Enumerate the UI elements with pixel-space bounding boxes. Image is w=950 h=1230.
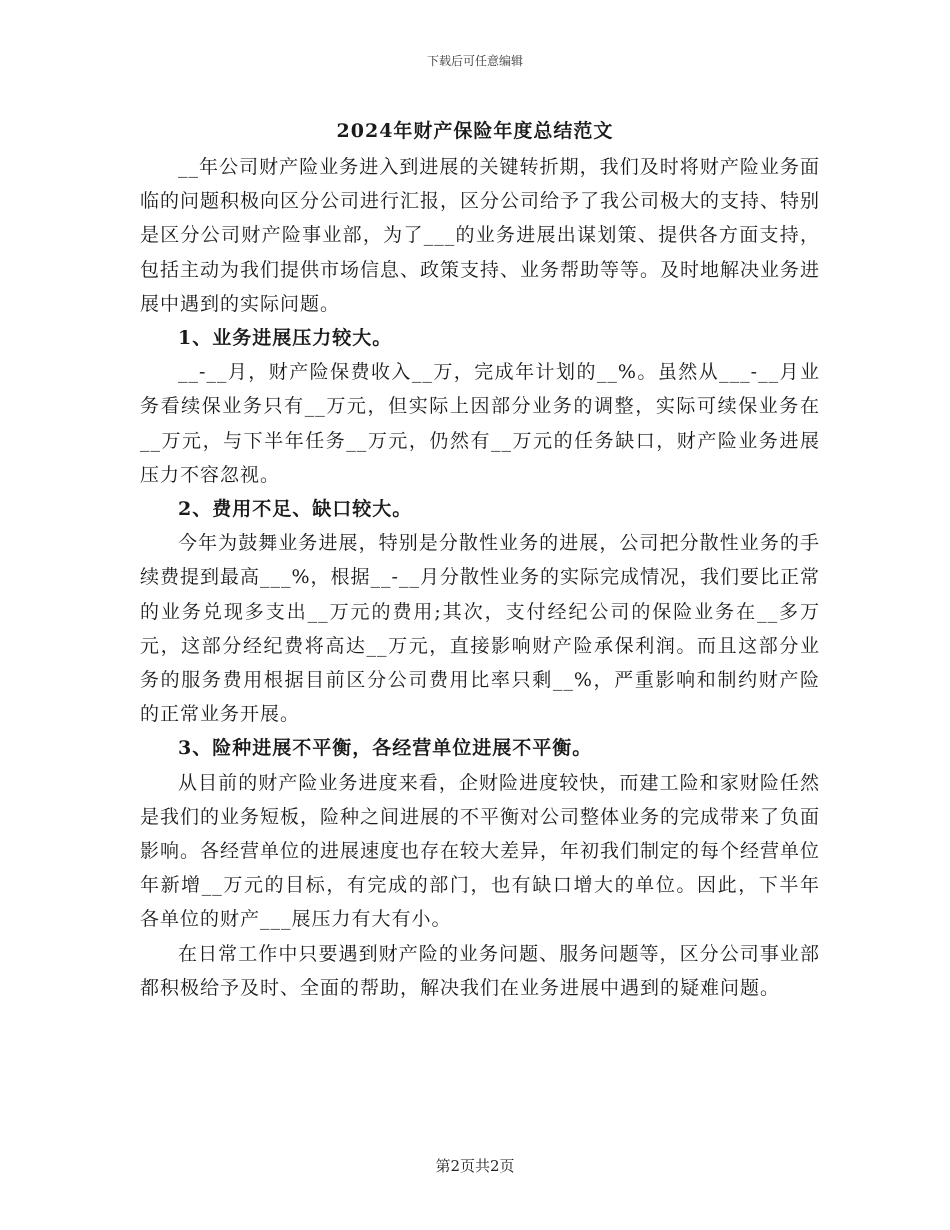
paragraph-cost-shortfall: 今年为鼓舞业务进展，特别是分散性业务的进展，公司把分散性业务的手续费提到最高___%，根据__-__月分散性业务的实际完成情况，我们要比正常的业务兑现多支出__万元的费用;其次，支付经纪公司的保险业务在__多万元，这部分经纪费将高达__万元，直接影响财产险承保利润。而且这部分业务的服务费用根据目前区分公司费用比率只剩__%，严重影响和制约财产险的正常业务开展。	[140, 532, 820, 726]
paragraph-business-pressure: __-__月，财产险保费收入__万，完成年计划的__%。虽然从___-__月业务看续保业务只有__万元，但实际上因部分业务的调整，实际可续保业务在__万元，与下半年任务__万元，仍然有__万元的任务缺口，财产险业务进展压力不容忽视。	[140, 361, 820, 486]
paragraph-intro: __年公司财产险业务进入到进展的关键转折期，我们及时将财产险业务面临的问题积极向区分公司进行汇报，区分公司给予了我公司极大的支持、特别是区分公司财产险事业部，为了___的业务进展出谋划策、提供各方面支持，包括主动为我们提供市场信息、政策支持、业务帮助等等。及时地解决业务进展中遇到的实际问题。	[140, 156, 821, 315]
page-header-note: 下载后可任意编辑	[426, 54, 523, 68]
page-number: 第2页共2页	[435, 1157, 515, 1175]
section-heading-3: 3、险种进展不平衡，各经营单位进展不平衡。	[178, 737, 593, 760]
paragraph-imbalance: 从目前的财产险业务进度来看，企财险进度较快，而建工险和家财险任然是我们的业务短板，险种之间进展的不平衡对公司整体业务的完成带来了负面影响。各经营单位的进展速度也存在较大差异，年初我们制定的每个经营单位年新增__万元的目标，有完成的部门，也有缺口增大的单位。因此，下半年各单位的财产___展压力有大有小。	[140, 771, 821, 931]
section-heading-2: 2、费用不足、缺口较大。	[178, 498, 413, 521]
document-body	[140, 150, 820, 1005]
document-title: 2024年财产保险年度总结范文	[336, 120, 614, 142]
section-heading-1: 1、业务进展压力较大。	[178, 327, 393, 350]
paragraph-support: 在日常工作中只要遇到财产险的业务问题、服务问题等，区分公司事业部都积极给予及时、全面的帮助，解决我们在业务进展中遇到的疑难问题。	[140, 942, 820, 999]
